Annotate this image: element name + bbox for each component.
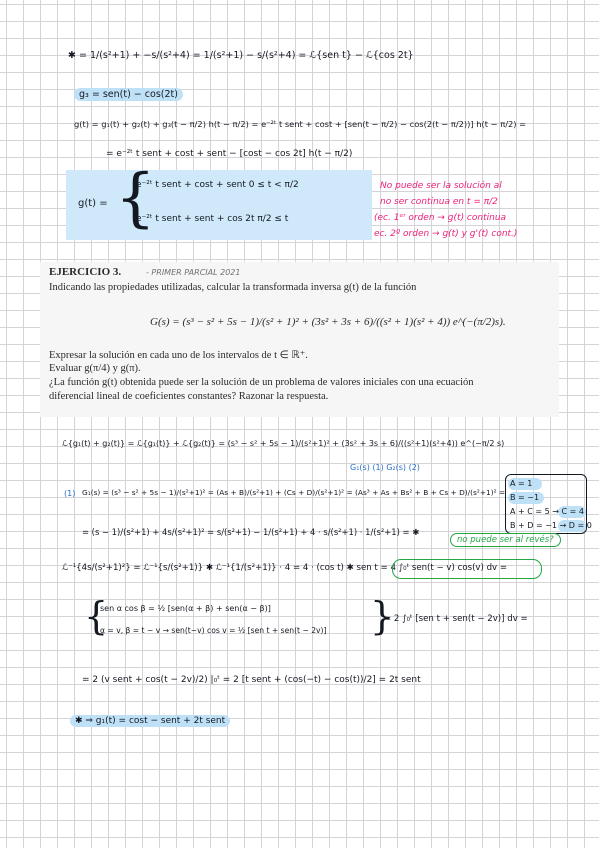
work-line-4: ℒ⁻¹{4s/(s²+1)²} = ℒ⁻¹{s/(s²+1)} ✱ ℒ⁻¹{1/(s²+1)} · 4 = 4 · (cos t) ✱ sen t = 4 ∫₀ᵗ sen(t − v) cos(v) dv = xyxy=(62,563,508,573)
identity-line-1: sen α cos β = ½ [sen(α + β) + sen(α − β)] xyxy=(100,604,271,613)
g3-highlight: g₃ = sen(t) − cos(2t) xyxy=(74,88,183,101)
work-line-3: = (s − 1)/(s²+1) + 4s/(s²+1)² = s/(s²+1) − 1/(s²+1) + 4 · s/(s²+1) · 1/(s²+1) = ✱ xyxy=(82,527,420,537)
coefficient-system xyxy=(505,474,592,534)
work-line-1: ℒ{g₁(t) + g₂(t)} = ℒ{g₁(t)} + ℒ{g₂(t)} = (s³ − s² + 5s − 1)/(s²+1)² + (3s² + 3s + 6)/((s²+1)(s²+4)) e^(−π/2 s) xyxy=(62,439,505,448)
identity-brace-close: } xyxy=(370,594,395,638)
pink-note-line-1: No puede ser la solución al xyxy=(380,181,502,191)
work-line-7 xyxy=(70,716,230,726)
exercise-handnote: - PRIMER PARCIAL 2021 xyxy=(146,268,241,277)
coef-row-d: B + D = −1 → D = 0 xyxy=(510,521,592,530)
handwritten-line-1: ✱ = 1/(s²+1) + −s/(s²+4) = 1/(s²+1) − s/(s²+4) = ℒ{sen t} − ℒ{cos 2t} xyxy=(68,50,414,61)
identity-line-2: α = v, β = t − v → sen(t−v) cos v = ½ [sen t + sen(t − 2v)] xyxy=(100,626,327,635)
exercise-formula: G(s) = (s³ − s² + 5s − 1)/(s² + 1)² + (3s² + 3s + 6)/((s² + 1)(s² + 4)) e^(−(π/2)s). xyxy=(150,316,506,328)
identity-result: = 2 ∫₀ᵗ [sen t + sen(t − 2v)] dv = xyxy=(384,614,528,624)
exercise-paragraph-3: Evaluar g(π/4) y g(π). xyxy=(49,363,141,374)
g-sum-line: g(t) = g₁(t) + g₂(t) + g₃(t − π/2) h(t − π/2) = e⁻²ᵗ t sent + cost + [sen(t − π/2) − cos(2(t − π/2))] h(t − π/2) = xyxy=(74,119,527,129)
exercise-paragraph-5: diferencial lineal de coeficientes constantes? Razonar la respuesta. xyxy=(49,391,329,402)
g3-line xyxy=(74,89,183,100)
piecewise-lhs: g(t) = xyxy=(78,198,108,209)
exercise-paragraph-4: ¿La función g(t) obtenida puede ser la solución de un problema de valores iniciales con una ecuación xyxy=(49,377,474,388)
piecewise-case-2: e⁻²ᵗ t sent + sent + cos 2t π/2 ≤ t xyxy=(136,214,289,224)
coef-row-a: A = 1 xyxy=(510,479,533,488)
exercise-paragraph-1: Indicando las propiedades utilizadas, calcular la transformada inversa g(t) de la función xyxy=(49,282,417,293)
g-simplified-line: = e⁻²ᵗ t sent + cost + sent − [cost − cos 2t] h(t − π/2) xyxy=(106,149,353,159)
pink-note-line-2: no ser continua en t = π/2 xyxy=(380,197,498,207)
work-line-2: G₁(s) = (s³ − s² + 5s − 1)/(s²+1)² = (As + B)/(s²+1) + (Cs + D)/(s²+1)² = (As³ + As + Bs² + B + Cs + D)/(s²+1)² = xyxy=(82,488,506,497)
coef-row-b: B = −1 xyxy=(510,493,540,502)
piecewise-brace: { xyxy=(115,161,156,235)
identity-brace: { xyxy=(84,594,109,638)
work-tag-1: (1) xyxy=(64,489,76,498)
exercise-paragraph-2: Expresar la solución en cada uno de los intervalos de t ∈ ℝ⁺. xyxy=(49,350,308,361)
exercise-title: EJERCICIO 3. xyxy=(49,266,122,278)
work-line-6: = 2 (v sent + cos(t − 2v)/2) |₀ᵗ = 2 [t sent + (cos(−t) − cos(t))/2] = 2t sent xyxy=(82,675,421,685)
pink-note-line-3: (ec. 1ᵉʳ orden → g(t) continua xyxy=(374,213,507,223)
green-note: no puede ser al revés? xyxy=(450,533,561,547)
g1-result-highlight: ✱ ⇒ g₁(t) = cost − sent + 2t sent xyxy=(70,715,230,727)
work-part-labels: G₁(s) (1) G₂(s) (2) xyxy=(350,463,420,472)
piecewise-case-1: e⁻²ᵗ t sent + cost + sent 0 ≤ t < π/2 xyxy=(136,180,299,190)
coef-row-c: A + C = 5 → C = 4 xyxy=(510,507,584,516)
integral-outline xyxy=(392,559,542,579)
pink-note-line-4: ec. 2º orden → g(t) y g'(t) cont.) xyxy=(374,229,518,239)
